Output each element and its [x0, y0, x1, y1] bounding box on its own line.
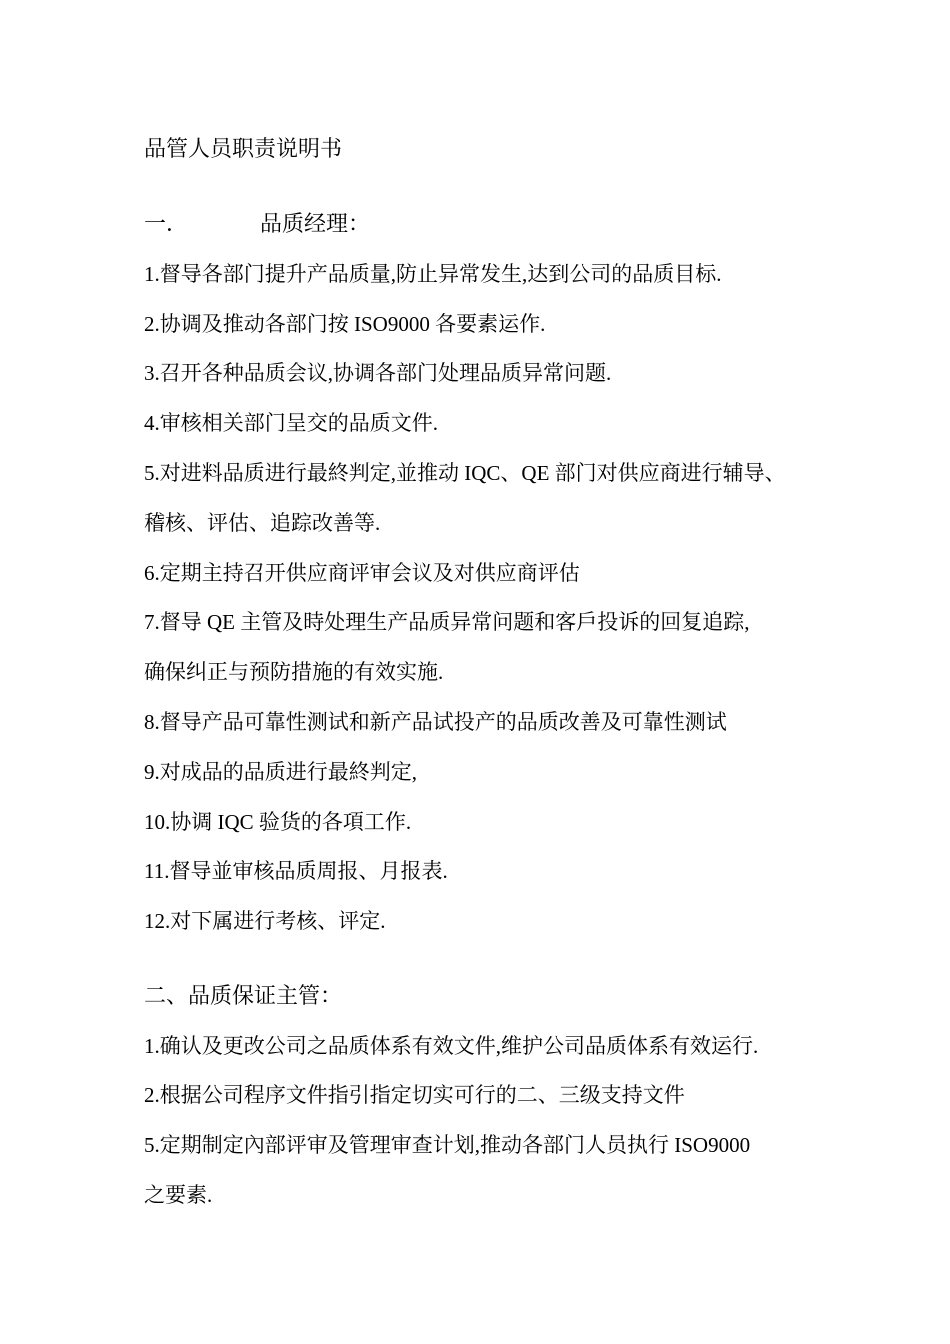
section1-number: 一．	[144, 211, 189, 236]
section2-heading: 二、品质保证主管：	[144, 983, 343, 1008]
section2-line: 之要素.	[144, 1183, 213, 1207]
section1-line: 7.督导 QE 主管及時处理生产品质异常问题和客戶投诉的回复追踪,	[144, 610, 750, 634]
section1-line: 9.对成品的品质进行最終判定,	[144, 760, 417, 784]
section1-heading	[144, 208, 370, 240]
section1-line: 8.督导产品可靠性测试和新产品试投产的品质改善及可靠性测试	[144, 710, 727, 734]
section1-line: 11.督导並审核品质周报、月报表.	[144, 859, 448, 883]
section1-line: 5.对进料品质进行最終判定,並推动 IQC、QE 部门对供应商进行辅导、	[144, 461, 786, 485]
section2-line: 2.根据公司程序文件指引指定切实可行的二、三级支持文件	[144, 1083, 685, 1107]
section1-line: 12.对下属进行考核、评定.	[144, 909, 386, 933]
section1-line: 3.召开各种品质会议,协调各部门处理品质异常问题.	[144, 361, 612, 385]
section2-line: 1.确认及更改公司之品质体系有效文件,维护公司品质体系有效运行.	[144, 1034, 759, 1058]
section1-line: 10.协调 IQC 验货的各項工作.	[144, 810, 412, 834]
section1-line: 稽核、评估、追踪改善等.	[144, 511, 381, 535]
document-title: 品管人员职责说明书	[144, 136, 343, 161]
section1-title: 品质经理：	[260, 211, 371, 236]
section2-line: 5.定期制定內部评审及管理审查计划,推动各部门人员执行 ISO9000	[144, 1133, 751, 1157]
section1-line: 2.协调及推动各部门按 ISO9000 各要素运作.	[144, 312, 546, 336]
section1-line: 4.审核相关部门呈交的品质文件.	[144, 411, 438, 435]
section1-line: 6.定期主持召开供应商评审会议及对供应商评估	[144, 561, 580, 585]
section1-line: 1.督导各部门提升产品质量,防止异常发生,达到公司的品质目标.	[144, 262, 722, 286]
section1-line: 确保纠正与预防措施的有效实施.	[144, 660, 444, 684]
